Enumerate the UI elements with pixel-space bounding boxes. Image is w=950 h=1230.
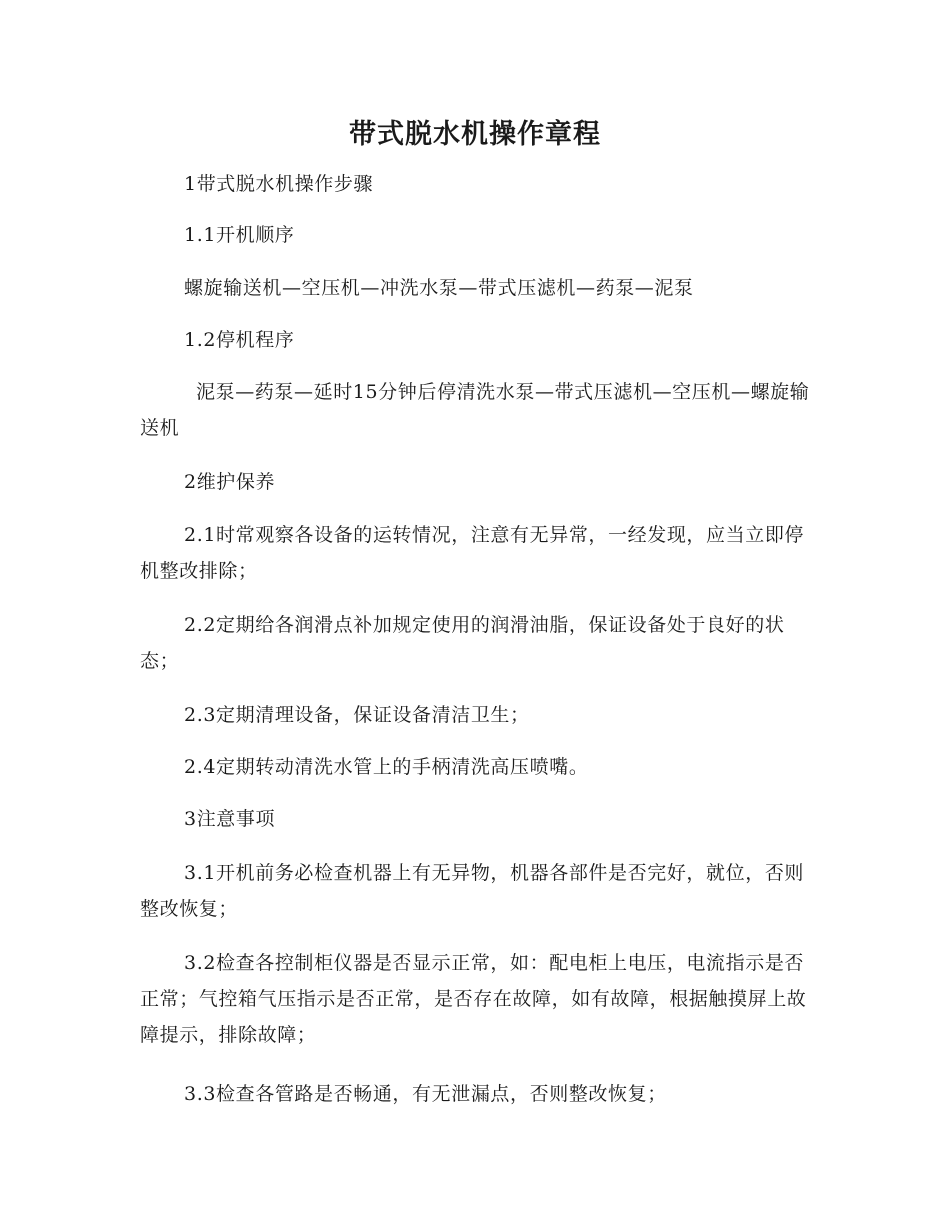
precaution-item: 3.2检查各控制柜仪器是否显示正常，如：配电柜上电压，电流指示是否正常；气控箱气压指示是否正常，是否存在故障，如有故障，根据触摸屏上故障提示，排除故障； (140, 952, 807, 1046)
section-1-1-heading: 1.1开机顺序 (184, 224, 295, 246)
precaution-item: 3.1开机前务必检查机器上有无异物，机器各部件是否完好，就位，否则整改恢复； (140, 862, 805, 920)
shutdown-sequence-text: 泥泵—药泵—延时15分钟后停清洗水泵—带式压滤机—空压机—螺旋输送机 (140, 381, 810, 439)
precaution-item: 3.3检查各管路是否畅通，有无泄漏点，否则整改恢复； (184, 1083, 667, 1105)
maintenance-item: 2.3定期清理设备，保证设备清洁卫生； (184, 704, 530, 726)
section-2-heading: 2维护保养 (184, 471, 276, 493)
maintenance-item: 2.2定期给各润滑点补加规定使用的润滑油脂，保证设备处于良好的状态； (140, 614, 785, 672)
startup-sequence-text: 螺旋输送机—空压机—冲洗水泵—带式压滤机—药泵—泥泵 (184, 277, 694, 299)
document-title: 带式脱水机操作章程 (349, 119, 601, 150)
section-3-heading: 3注意事项 (184, 808, 276, 830)
section-1-2-heading: 1.2停机程序 (184, 329, 295, 351)
section-1-heading: 1带式脱水机操作步骤 (184, 173, 374, 195)
maintenance-item: 2.4定期转动清洗水管上的手柄清洗高压喷嘴。 (184, 756, 589, 778)
maintenance-item: 2.1时常观察各设备的运转情况，注意有无异常，一经发现，应当立即停机整改排除； (140, 524, 805, 582)
